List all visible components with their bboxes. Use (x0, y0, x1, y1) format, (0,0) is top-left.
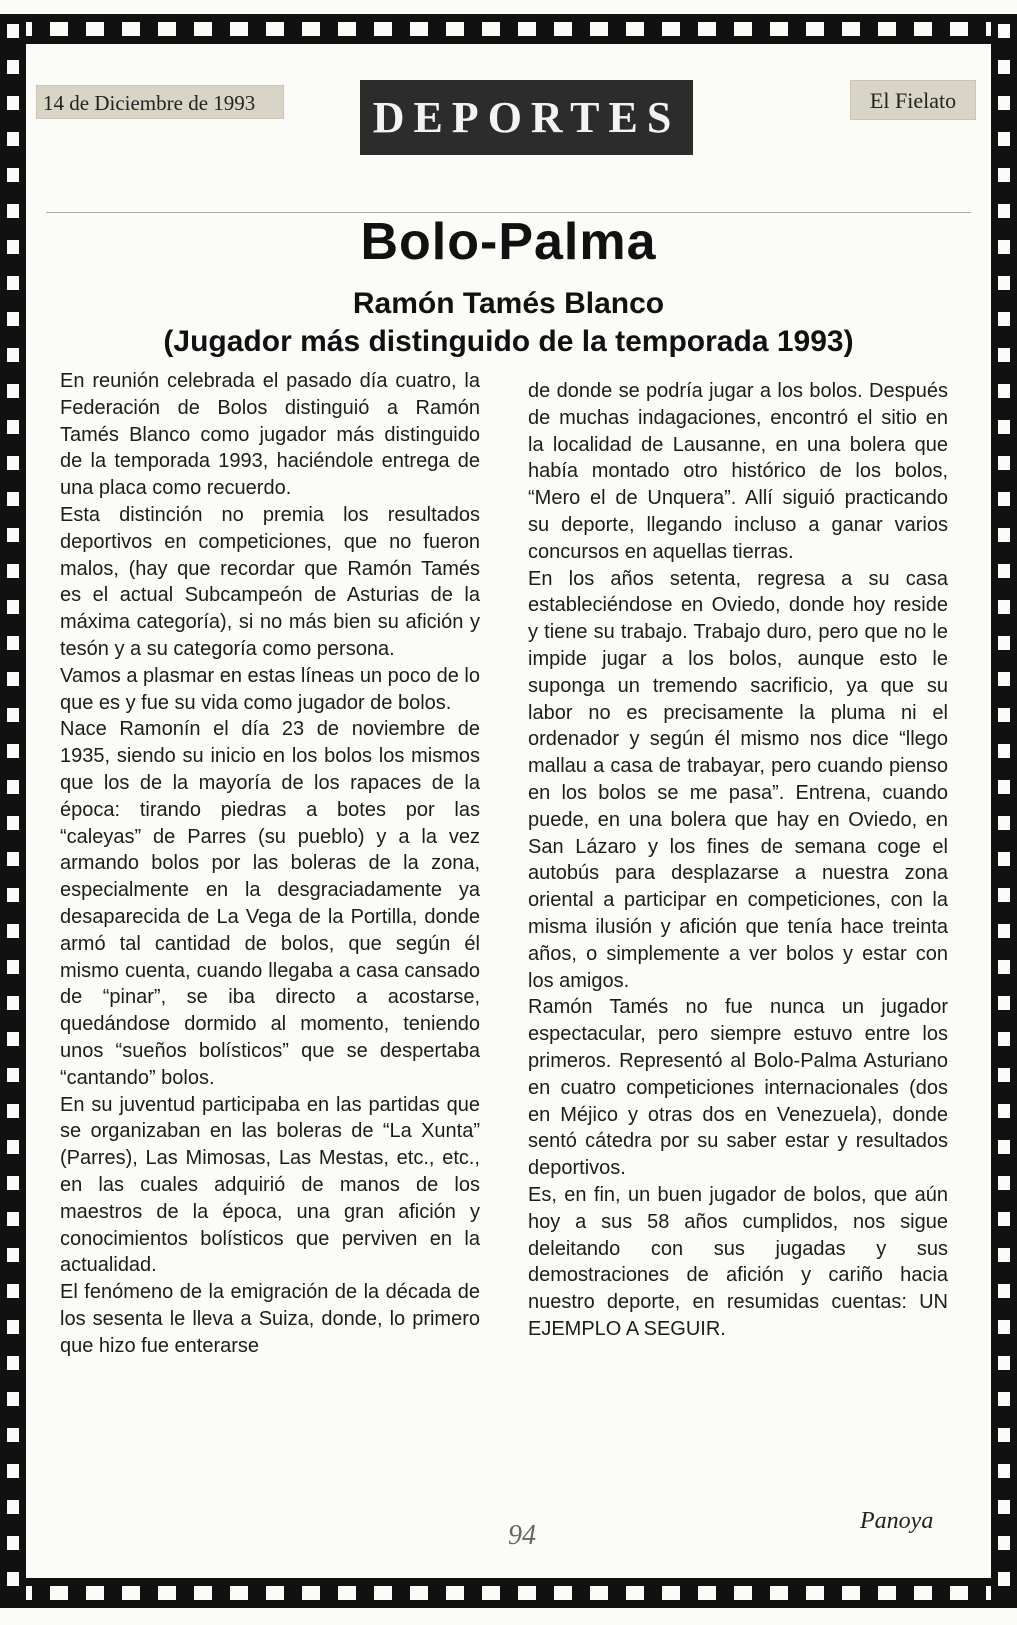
paragraph: En su juventud participaba en las partidas que se organizaban en las boleras de “La Xunta” (Parres), Las Mimosas, Las Mestas, etc., etc., en las cuales adquirió de manos de los maestros de la época, una gran afición y conocimientos bolísticos que perviven en la actualidad. (60, 1093, 480, 1277)
paragraph: El fenómeno de la emigración de la década de los sesenta le lleva a Suiza, donde, lo primero que hizo fue enterarse (60, 1281, 480, 1357)
paragraph: Ramón Tamés no fue nunca un jugador espectacular, pero siempre estuvo entre los primeros. Representó al Bolo-Palma Asturiano en cuatro competiciones internacionales (dos en Méjico y otras dos en Venezuela), donde sentó cátedra por su saber estar y resultados deportivos. (528, 996, 948, 1180)
film-border-bottom (0, 1578, 1017, 1608)
article-column-left (60, 368, 480, 1359)
author-signature: Panoya (860, 1508, 934, 1534)
paragraph: Nace Ramonín el día 23 de noviembre de 1935, siendo su inicio en los bolos los mismos que los de la mayoría de los rapaces de la época: tirando piedras a botes por las “caleyas” de Parres (su pueblo) y a la vez armando bolos por las boleras de la zona, especialmente en la desgraciadamente ya desaparecida de La Vega de la Portilla, donde armó tal cantidad de bolos, que según él mismo cuenta, cuando llegaba a casa cansado de “pinar”, se iba directo a acostarse, quedándose dormido al momento, teniendo unos “sueños bolísticos” que se despertaba “cantando” bolos. (60, 718, 480, 1089)
issue-date: 14 de Diciembre de 1993 (36, 85, 284, 119)
article-subtitle-award: (Jugador más distinguido de la temporada 1993) (163, 325, 854, 358)
section-heading: DEPORTES (360, 80, 693, 155)
film-border-top (0, 14, 1017, 44)
paragraph: Vamos a plasmar en estas líneas un poco de lo que es y fue su vida como jugador de bolos. (60, 664, 480, 714)
paragraph: Es, en fin, un buen jugador de bolos, que aún hoy a sus 58 años cumplidos, nos sigue deleitando con sus jugadas y sus demostraciones de afición y cariño hacia nuestro deporte, en resumidas cuentas: UN EJEMPLO A SEGUIR. (528, 1183, 948, 1340)
article-title: Bolo-Palma (360, 213, 657, 271)
paragraph: En los años setenta, regresa a su casa estableciéndose en Oviedo, donde hoy reside y tiene su trabajo. Trabajo duro, pero que no le impide jugar a los bolos, aunque esto le suponga un tremendo sacrificio, ya que su labor no es precisamente la pluma ni el ordenador y según él mismo nos dice “llego mallau a casa de trabayar, pero cuando pienso en los bolos se me pasa”. Entrena, cuando puede, en una bolera que hay en Oviedo, en San Lázaro y los fines de semana coge el autobús para desplazarse a nuestra zona oriental a participar en competiciones, con la misma ilusión y afición que tenía hace treinta años, o simplemente a ver bolos y estar con los amigos. (528, 567, 948, 992)
article-column-right (528, 378, 948, 1343)
paragraph: En reunión celebrada el pasado día cuatro, la Federación de Bolos distinguió a Ramón Tamés Blanco como jugador más distinguido de la temporada 1993, haciéndole entrega de una placa como recuerdo. (60, 370, 480, 500)
paragraph: Esta distinción no premia los resultados deportivos en competiciones, que no fueron malos, (hay que recordar que Ramón Tamés es el actual Subcampeón de Asturias de la máxima categoría), si no más bien su afición y tesón y a su categoría como persona. (60, 503, 480, 660)
article-subtitle: Ramón Tamés Blanco (352, 287, 665, 320)
publication-name: El Fielato (850, 80, 976, 120)
handwritten-page-number: 94 (508, 1520, 536, 1551)
paragraph: de donde se podría jugar a los bolos. Después de muchas indagaciones, encontró el sitio en la localidad de Lausanne, en una bolera que había montado otro histórico de los bolos, “Mero el de Unquera”. Allí siguió practicando su deporte, llegando incluso a ganar varios concursos en aquellas tierras. (528, 380, 948, 563)
